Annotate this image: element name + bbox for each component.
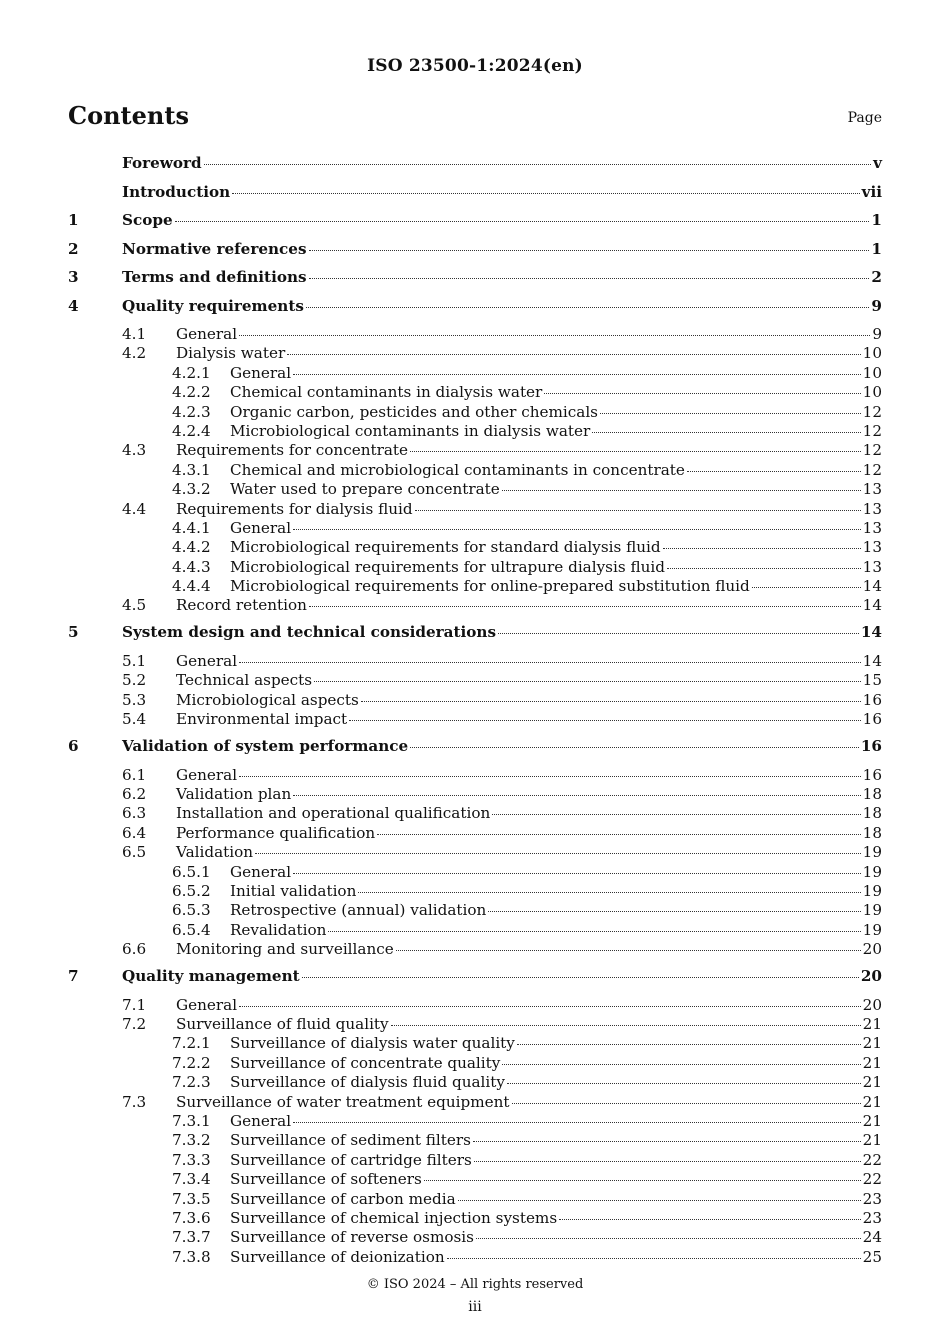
dot-leader bbox=[293, 873, 861, 874]
toc-entry-page[interactable]: 16 bbox=[862, 690, 882, 709]
toc-entry-page[interactable]: 9 bbox=[872, 325, 882, 343]
dot-leader bbox=[424, 1180, 861, 1181]
toc-entry-title[interactable]: Record retention bbox=[176, 596, 307, 615]
dot-leader bbox=[544, 393, 860, 394]
toc-entry-page[interactable]: 18 bbox=[862, 804, 882, 823]
contents-heading: Contents bbox=[68, 101, 189, 130]
toc-entry-title[interactable]: System design and technical considerations bbox=[122, 623, 497, 642]
toc-entry-number: 4.1 bbox=[122, 325, 147, 343]
toc-entry-title[interactable]: General bbox=[176, 325, 238, 343]
dot-leader bbox=[476, 1238, 861, 1239]
toc-entry-number: 4.4.2 bbox=[172, 538, 211, 557]
dot-leader bbox=[559, 1219, 861, 1220]
dot-leader bbox=[204, 164, 872, 165]
toc-entry[interactable] bbox=[68, 863, 882, 882]
toc-entry[interactable] bbox=[68, 297, 882, 326]
toc-entry-page[interactable]: 16 bbox=[860, 737, 882, 756]
toc-entry-title[interactable]: General bbox=[230, 1112, 292, 1130]
toc-entry-title[interactable]: Requirements for dialysis fluid bbox=[176, 499, 413, 518]
toc-entry[interactable] bbox=[68, 710, 882, 737]
toc-entry-page[interactable]: 13 bbox=[862, 538, 882, 557]
toc-entry-title[interactable]: Surveillance of reverse osmosis bbox=[230, 1228, 474, 1247]
dot-leader bbox=[474, 1161, 861, 1162]
toc-entry[interactable] bbox=[68, 325, 882, 344]
toc-entry[interactable] bbox=[68, 211, 882, 240]
dot-leader bbox=[391, 1025, 861, 1026]
toc-entry[interactable] bbox=[68, 1170, 882, 1189]
toc-entry-number: 7.3.3 bbox=[172, 1150, 211, 1169]
toc-entry[interactable] bbox=[68, 344, 882, 363]
toc-entry-number: 7.2 bbox=[122, 1015, 147, 1034]
toc-entry-title[interactable]: Terms and definitions bbox=[122, 268, 307, 286]
dot-leader bbox=[239, 776, 861, 777]
toc-entry-number: 4 bbox=[68, 296, 79, 315]
dot-leader bbox=[239, 662, 861, 663]
toc-entry-page[interactable]: 18 bbox=[862, 823, 882, 842]
toc-entry-title[interactable]: Organic carbon, pesticides and other chemicals bbox=[230, 402, 598, 421]
toc-entry-page[interactable]: 19 bbox=[862, 843, 882, 862]
toc-entry-number: 7.3.2 bbox=[172, 1131, 211, 1150]
toc-entry-title[interactable]: Scope bbox=[122, 211, 173, 229]
toc-entry[interactable] bbox=[68, 183, 882, 212]
toc-entry-number: 6.3 bbox=[122, 804, 147, 823]
toc-entry-number: 6.5.2 bbox=[172, 881, 211, 900]
toc-entry-title[interactable]: Microbiological requirements for online-prepared substitution fluid bbox=[230, 577, 750, 596]
toc-entry-number: 4.2 bbox=[122, 344, 147, 363]
dot-leader bbox=[175, 221, 870, 222]
dot-leader bbox=[314, 681, 861, 682]
toc-entry-page[interactable]: 14 bbox=[862, 596, 882, 615]
toc-entry-page[interactable]: 18 bbox=[862, 785, 882, 804]
dot-leader bbox=[309, 278, 870, 279]
toc-entry-title[interactable]: Surveillance of chemical injection systems bbox=[230, 1208, 558, 1227]
toc-entry-page[interactable]: 10 bbox=[862, 363, 882, 382]
toc-entry[interactable] bbox=[68, 1015, 882, 1034]
toc-entry-title[interactable]: Performance qualification bbox=[176, 823, 376, 842]
toc-entry[interactable] bbox=[68, 538, 882, 557]
toc-entry-title[interactable]: Technical aspects bbox=[176, 671, 313, 690]
toc-entry-page[interactable]: 19 bbox=[862, 920, 882, 939]
toc-entry-page[interactable]: 13 bbox=[862, 480, 882, 499]
toc-entry-page[interactable]: 14 bbox=[860, 623, 882, 642]
toc-entry[interactable] bbox=[68, 364, 882, 383]
toc-entry-page[interactable]: 21 bbox=[862, 1073, 882, 1092]
dot-leader bbox=[328, 931, 860, 932]
toc-entry-page[interactable]: 21 bbox=[862, 1015, 882, 1034]
toc-entry-page[interactable]: vii bbox=[861, 182, 882, 201]
page-number: iii bbox=[468, 1299, 482, 1315]
toc-entry[interactable] bbox=[68, 1112, 882, 1131]
toc-entry[interactable] bbox=[68, 737, 882, 766]
toc-entry[interactable] bbox=[68, 882, 882, 901]
toc-entry-page[interactable]: 12 bbox=[862, 421, 882, 440]
table-of-contents bbox=[68, 154, 882, 1267]
toc-entry-number: 7.3.7 bbox=[172, 1228, 211, 1247]
toc-entry-number: 5.3 bbox=[122, 690, 147, 709]
toc-entry-page[interactable]: 21 bbox=[862, 1034, 882, 1053]
toc-entry-number: 6.5 bbox=[122, 843, 147, 862]
toc-entry-page[interactable]: 14 bbox=[862, 577, 882, 596]
dot-leader bbox=[358, 892, 860, 893]
toc-entry-number: 4.3.1 bbox=[172, 460, 211, 479]
toc-entry-title[interactable]: General bbox=[176, 765, 238, 784]
toc-entry-page[interactable]: 21 bbox=[862, 1092, 882, 1111]
dot-leader bbox=[293, 795, 860, 796]
dot-leader bbox=[600, 413, 861, 414]
toc-entry-page[interactable]: 19 bbox=[862, 901, 882, 920]
toc-entry[interactable] bbox=[68, 1034, 882, 1053]
toc-entry-number: 4.3.2 bbox=[172, 480, 211, 499]
toc-entry-number: 5.4 bbox=[122, 710, 147, 729]
dot-leader bbox=[592, 432, 860, 433]
toc-entry-title[interactable]: Surveillance of softeners bbox=[230, 1170, 422, 1189]
dot-leader bbox=[488, 911, 860, 912]
toc-entry[interactable] bbox=[68, 652, 882, 671]
toc-entry-number: 7.3 bbox=[122, 1092, 147, 1111]
toc-entry-page[interactable]: 12 bbox=[862, 402, 882, 421]
toc-entry-title[interactable]: Dialysis water bbox=[176, 344, 286, 363]
toc-entry-number: 2 bbox=[68, 239, 79, 258]
toc-entry-title[interactable]: Chemical contaminants in dialysis water bbox=[230, 383, 543, 402]
toc-entry[interactable] bbox=[68, 766, 882, 785]
toc-entry[interactable] bbox=[68, 967, 882, 996]
dot-leader bbox=[255, 853, 861, 854]
toc-entry-title[interactable]: General bbox=[176, 995, 238, 1014]
dot-leader bbox=[517, 1044, 861, 1045]
toc-entry-number: 4.2.2 bbox=[172, 383, 211, 402]
toc-entry-page[interactable]: 13 bbox=[862, 557, 882, 576]
toc-entry-number: 4.4 bbox=[122, 499, 147, 518]
toc-entry[interactable] bbox=[68, 422, 882, 441]
toc-entry-page[interactable]: 16 bbox=[862, 710, 882, 729]
toc-entry[interactable] bbox=[68, 500, 882, 519]
toc-entry-title[interactable]: Foreword bbox=[122, 154, 202, 172]
toc-entry-number: 5 bbox=[68, 623, 79, 642]
dot-leader bbox=[507, 1083, 861, 1084]
toc-entry-number: 6.5.1 bbox=[172, 862, 211, 881]
dot-leader bbox=[473, 1141, 861, 1142]
dot-leader bbox=[293, 529, 861, 530]
toc-entry-title[interactable]: General bbox=[230, 862, 292, 881]
dot-leader bbox=[309, 606, 861, 607]
dot-leader bbox=[361, 701, 861, 702]
toc-entry-title[interactable]: Validation plan bbox=[176, 785, 292, 804]
toc-entry-title[interactable]: Environmental impact bbox=[176, 710, 348, 729]
toc-entry-number: 7.2.1 bbox=[172, 1034, 211, 1053]
toc-entry-title[interactable]: Chemical and microbiological contaminants in concentrate bbox=[230, 460, 685, 479]
toc-entry-title[interactable]: Surveillance of water treatment equipment bbox=[176, 1092, 510, 1111]
dot-leader bbox=[752, 587, 861, 588]
toc-entry[interactable] bbox=[68, 623, 882, 652]
toc-entry-page[interactable]: 24 bbox=[862, 1228, 882, 1247]
toc-entry-title[interactable]: Surveillance of sediment filters bbox=[230, 1131, 471, 1150]
toc-entry[interactable] bbox=[68, 843, 882, 862]
toc-entry[interactable] bbox=[68, 996, 882, 1015]
toc-entry-title[interactable]: Normative references bbox=[122, 239, 307, 258]
dot-leader bbox=[458, 1200, 861, 1201]
toc-entry-page[interactable]: 25 bbox=[862, 1247, 882, 1266]
toc-entry[interactable] bbox=[68, 240, 882, 269]
dot-leader bbox=[410, 451, 861, 452]
toc-entry[interactable] bbox=[68, 1190, 882, 1209]
toc-entry-page[interactable]: 13 bbox=[862, 518, 882, 537]
toc-entry-number: 5.2 bbox=[122, 671, 147, 690]
toc-entry-title[interactable]: Retrospective (annual) validation bbox=[230, 901, 487, 920]
toc-entry-number: 7 bbox=[68, 967, 79, 986]
toc-entry-number: 7.3.6 bbox=[172, 1208, 211, 1227]
toc-entry-title[interactable]: Revalidation bbox=[230, 920, 327, 939]
toc-entry-number: 6.1 bbox=[122, 765, 147, 784]
toc-entry-number: 6.2 bbox=[122, 785, 147, 804]
toc-entry-title[interactable]: Water used to prepare concentrate bbox=[230, 480, 500, 499]
toc-entry[interactable] bbox=[68, 1093, 882, 1112]
toc-entry-number: 6.5.4 bbox=[172, 920, 211, 939]
toc-entry-page[interactable]: 1 bbox=[871, 211, 882, 229]
toc-entry[interactable] bbox=[68, 785, 882, 804]
toc-entry-page[interactable]: 15 bbox=[862, 671, 882, 690]
toc-entry-page[interactable]: 20 bbox=[862, 995, 882, 1014]
toc-entry[interactable] bbox=[68, 577, 882, 596]
dot-leader bbox=[377, 834, 860, 835]
dot-leader bbox=[287, 354, 860, 355]
toc-entry-page[interactable]: 21 bbox=[862, 1112, 882, 1130]
toc-entry-page[interactable]: 23 bbox=[862, 1208, 882, 1227]
toc-entry-title[interactable]: Surveillance of concentrate quality bbox=[230, 1053, 501, 1072]
toc-entry-page[interactable]: 16 bbox=[862, 765, 882, 784]
toc-entry-number: 4.5 bbox=[122, 596, 147, 615]
toc-entry-page[interactable]: 22 bbox=[862, 1150, 882, 1169]
toc-entry-title[interactable]: Surveillance of carbon media bbox=[230, 1189, 456, 1208]
toc-entry-title[interactable]: Introduction bbox=[122, 182, 231, 201]
toc-entry-number: 5.1 bbox=[122, 651, 147, 670]
toc-entry-title[interactable]: Microbiological requirements for standard dialysis fluid bbox=[230, 538, 661, 557]
dot-leader bbox=[687, 471, 861, 472]
toc-entry-page[interactable]: 13 bbox=[862, 499, 882, 518]
toc-entry-page[interactable]: 21 bbox=[862, 1131, 882, 1150]
toc-entry[interactable] bbox=[68, 403, 882, 422]
dot-leader bbox=[293, 1122, 861, 1123]
toc-entry-title[interactable]: General bbox=[230, 363, 292, 382]
toc-entry-title[interactable]: Validation of system performance bbox=[122, 737, 409, 756]
toc-entry-title[interactable]: Surveillance of deionization bbox=[230, 1247, 445, 1266]
toc-entry-title[interactable]: Surveillance of fluid quality bbox=[176, 1015, 389, 1034]
dot-leader bbox=[667, 568, 861, 569]
copyright-footer: © ISO 2024 – All rights reserved bbox=[366, 1277, 584, 1292]
dot-leader bbox=[512, 1103, 861, 1104]
toc-entry-page[interactable]: 12 bbox=[862, 441, 882, 460]
dot-leader bbox=[232, 193, 859, 194]
toc-entry-number: 1 bbox=[68, 211, 79, 229]
dot-leader bbox=[492, 814, 860, 815]
toc-entry-title[interactable]: Installation and operational qualification bbox=[176, 804, 491, 823]
toc-entry-page[interactable]: 21 bbox=[862, 1053, 882, 1072]
toc-entry-page[interactable]: 10 bbox=[862, 383, 882, 402]
dot-leader bbox=[498, 633, 859, 634]
toc-entry[interactable] bbox=[68, 1073, 882, 1092]
toc-entry-number: 4.2.4 bbox=[172, 421, 211, 440]
toc-entry[interactable] bbox=[68, 154, 882, 183]
toc-entry-number: 7.1 bbox=[122, 995, 147, 1014]
toc-entry-title[interactable]: Microbiological contaminants in dialysis water bbox=[230, 421, 591, 440]
toc-entry[interactable] bbox=[68, 461, 882, 480]
dot-leader bbox=[663, 548, 861, 549]
toc-entry[interactable] bbox=[68, 383, 882, 402]
toc-entry[interactable] bbox=[68, 804, 882, 823]
page-column-label: Page bbox=[847, 110, 882, 126]
dot-leader bbox=[415, 510, 861, 511]
toc-entry-title[interactable]: Microbiological requirements for ultrapure dialysis fluid bbox=[230, 557, 665, 576]
toc-entry-page[interactable]: 19 bbox=[862, 881, 882, 900]
dot-leader bbox=[502, 490, 861, 491]
document-header: ISO 23500-1:2024(en) bbox=[367, 56, 583, 76]
toc-entry-title[interactable]: Monitoring and surveillance bbox=[176, 940, 394, 959]
toc-entry[interactable] bbox=[68, 940, 882, 967]
toc-entry-number: 6.6 bbox=[122, 940, 147, 959]
toc-entry[interactable] bbox=[68, 441, 882, 460]
toc-entry-page[interactable]: 19 bbox=[862, 862, 882, 881]
dot-leader bbox=[502, 1064, 860, 1065]
toc-entry-page[interactable]: 23 bbox=[862, 1189, 882, 1208]
toc-entry-number: 7.3.5 bbox=[172, 1189, 211, 1208]
toc-entry-page[interactable]: 2 bbox=[871, 268, 882, 286]
toc-entry-number: 6 bbox=[68, 737, 79, 756]
toc-entry-number: 6.5.3 bbox=[172, 901, 211, 920]
toc-entry-page[interactable]: 14 bbox=[862, 651, 882, 670]
toc-entry[interactable] bbox=[68, 1209, 882, 1228]
dot-leader bbox=[239, 1006, 861, 1007]
toc-entry-page[interactable]: 10 bbox=[862, 344, 882, 363]
toc-entry-number: 3 bbox=[68, 268, 79, 286]
toc-entry-number: 4.3 bbox=[122, 441, 147, 460]
toc-entry-title[interactable]: Validation bbox=[176, 843, 254, 862]
toc-entry-page[interactable]: 1 bbox=[871, 239, 882, 258]
toc-entry-number: 4.2.1 bbox=[172, 363, 211, 382]
toc-entry[interactable] bbox=[68, 480, 882, 499]
toc-entry-page[interactable]: 12 bbox=[862, 460, 882, 479]
toc-entry-title[interactable]: General bbox=[176, 651, 238, 670]
toc-entry[interactable] bbox=[68, 1054, 882, 1073]
toc-entry-page[interactable]: 9 bbox=[871, 296, 882, 315]
toc-entry[interactable] bbox=[68, 901, 882, 920]
toc-entry-number: 7.3.4 bbox=[172, 1170, 211, 1189]
toc-entry-title[interactable]: Quality management bbox=[122, 967, 300, 986]
toc-entry-title[interactable]: Requirements for concentrate bbox=[176, 441, 408, 460]
toc-entry-number: 7.2.2 bbox=[172, 1053, 211, 1072]
toc-entry[interactable] bbox=[68, 1228, 882, 1247]
toc-entry-title[interactable]: Surveillance of dialysis fluid quality bbox=[230, 1073, 505, 1092]
toc-entry-number: 6.4 bbox=[122, 823, 147, 842]
toc-entry[interactable] bbox=[68, 519, 882, 538]
toc-entry-title[interactable]: Microbiological aspects bbox=[176, 690, 359, 709]
dot-leader bbox=[349, 720, 861, 721]
toc-entry-number: 4.2.3 bbox=[172, 402, 211, 421]
toc-entry[interactable] bbox=[68, 558, 882, 577]
toc-entry[interactable] bbox=[68, 596, 882, 623]
toc-entry-number: 7.3.1 bbox=[172, 1112, 211, 1130]
dot-leader bbox=[410, 747, 859, 748]
dot-leader bbox=[396, 950, 861, 951]
toc-entry-number: 4.4.3 bbox=[172, 557, 211, 576]
dot-leader bbox=[302, 977, 859, 978]
toc-entry-number: 7.3.8 bbox=[172, 1247, 211, 1266]
toc-entry[interactable] bbox=[68, 671, 882, 690]
toc-entry[interactable] bbox=[68, 691, 882, 710]
toc-entry-title[interactable]: Initial validation bbox=[230, 881, 357, 900]
toc-entry-title[interactable]: Quality requirements bbox=[122, 296, 304, 315]
dot-leader bbox=[293, 374, 861, 375]
toc-entry-page[interactable]: v bbox=[873, 154, 882, 172]
dot-leader bbox=[239, 335, 870, 336]
toc-entry[interactable] bbox=[68, 921, 882, 940]
dot-leader bbox=[306, 307, 870, 308]
dot-leader bbox=[447, 1258, 861, 1259]
toc-entry-page[interactable]: 20 bbox=[862, 940, 882, 959]
toc-entry[interactable] bbox=[68, 1151, 882, 1170]
dot-leader bbox=[309, 250, 870, 251]
toc-entry[interactable] bbox=[68, 824, 882, 843]
toc-entry-title[interactable]: Surveillance of cartridge filters bbox=[230, 1150, 472, 1169]
toc-entry[interactable] bbox=[68, 268, 882, 297]
toc-entry-page[interactable]: 20 bbox=[860, 967, 882, 986]
toc-entry-number: 4.4.1 bbox=[172, 518, 211, 537]
toc-entry-title[interactable]: General bbox=[230, 518, 292, 537]
toc-entry[interactable] bbox=[68, 1131, 882, 1150]
toc-entry-number: 7.2.3 bbox=[172, 1073, 211, 1092]
toc-entry[interactable] bbox=[68, 1248, 882, 1267]
toc-entry-number: 4.4.4 bbox=[172, 577, 211, 596]
toc-entry-title[interactable]: Surveillance of dialysis water quality bbox=[230, 1034, 515, 1053]
toc-entry-page[interactable]: 22 bbox=[862, 1170, 882, 1189]
